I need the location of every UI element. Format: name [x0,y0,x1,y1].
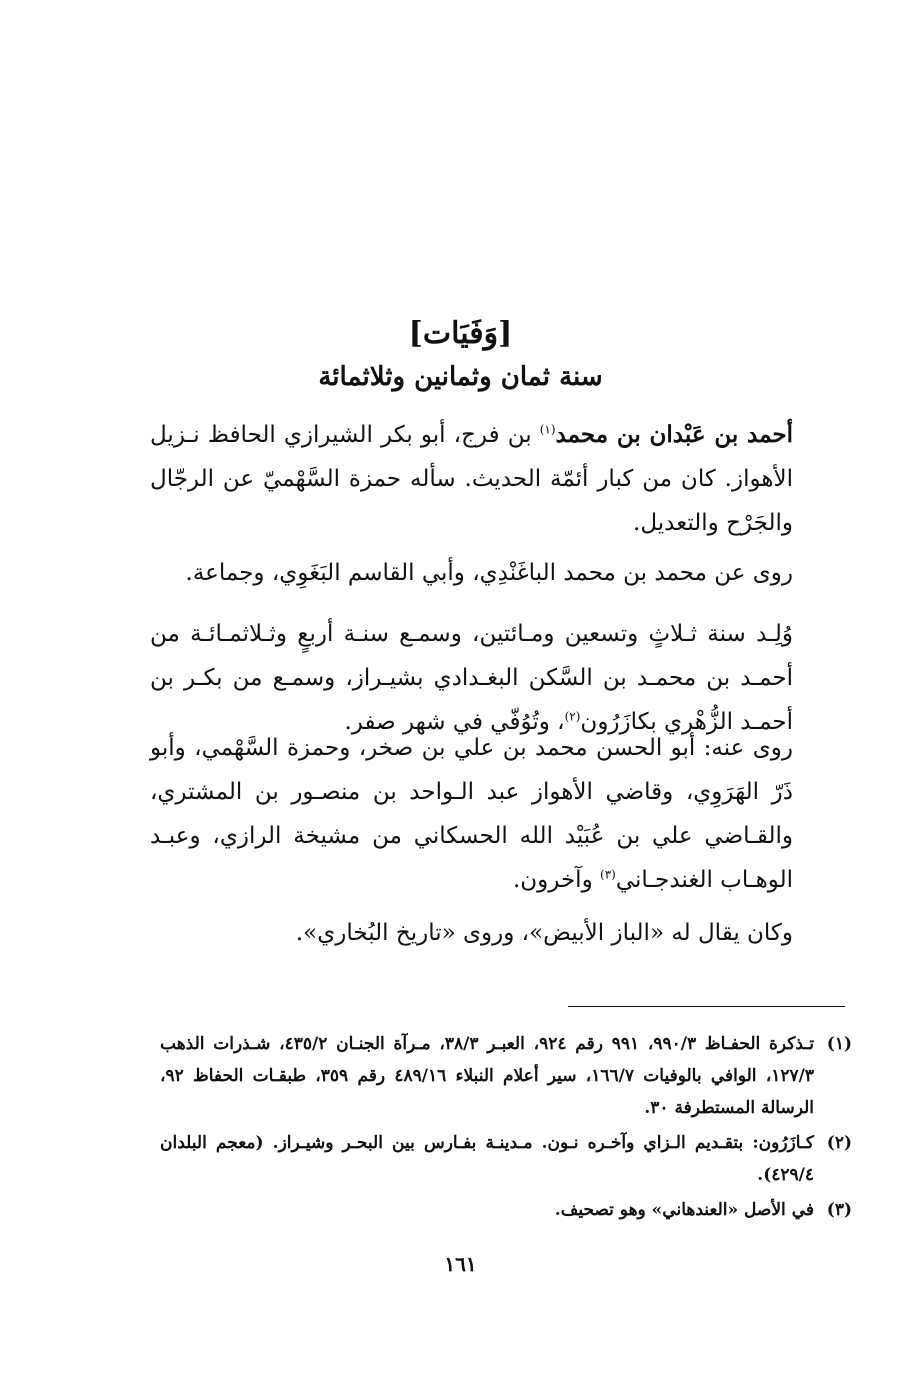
footnote-ref-3: (٣) [600,867,616,882]
biography-paragraph-2 [150,551,793,595]
footnotes [160,1028,852,1229]
paragraph-3-text-b: ، وتُوُفّي في شهر صفر. [344,709,565,735]
footnote-number: (٣) [826,1200,852,1220]
footnote-ref-1: (١) [539,422,556,437]
section-heading: [وَفَيَات] [408,316,513,351]
paragraph-1-text: بن فرج، أبو بكر الشيرازي الحافظ نـزيل الأهواز. كان من كبار أئمّة الحديث. سأله حمزة السَّهْميّ عن الرجّال والجَرْح والتعديل. [150,422,793,536]
paragraph-4-text-b: وآخرون. [512,867,600,893]
footnote-ref-2: (٢) [564,709,581,724]
footnote-number: (١) [826,1034,852,1054]
footnote-text: تـذكرة الحفـاظ ٩٩٠/٣، ٩٩١ رقم ٩٢٤، العبـر ٣٨/٣، مـرآة الجنـان ٤٣٥/٢، شـذرات الذهب ١٢٧/٣، الوافي بالوفيات ١٦٦/٧، سير أعلام النبلاء ٤٨٩/١٦ رقم ٣٥٩، طبقـات الحفاظ ٩٢، الرسالة المستطرفة ٣٠. [160,1034,814,1118]
footnote [160,1194,852,1226]
footnote-divider [568,1006,845,1007]
paragraph-2-text: روى عن محمد بن محمد الباغَنْدِي، وأبي القاسم البَغَوِي، وجماعة. [185,560,793,586]
year-heading: سنة ثمان وثمانين وثلاثمائة [318,362,603,392]
biography-paragraph-5 [150,911,793,955]
footnote [160,1028,852,1124]
page-number: ١٦١ [444,1252,477,1276]
footnote [160,1127,852,1191]
biography-paragraph-4 [150,726,793,902]
footnote-text: في الأصل «العندهاني» وهو تصحيف. [554,1200,814,1220]
paragraph-4-text-a: روى عنه: أبو الحسن محمد بن علي بن صخر، وحمزة السَّهْمي، وأبو ذَرّ الهَرَوِي، وقاضي الأهواز عبد الـواحد بن منصـور بن المشتري، والقـاضي علي بن عُبَيْد الله الحسكاني من مشيخة الرازي، وعبـد الوهـاب الغندجـاني [150,735,793,893]
biography-paragraph-1 [150,413,793,545]
paragraph-5-text: وكان يقال له «الباز الأبيض»، وروى «تاريخ البُخاري». [295,920,793,946]
paragraph-3-text-a: وُلِـد سنة ثـلاثٍ وتسعين ومـائتين، وسمـع سنـة أربعٍ وثـلاثمـائـة من أحمـد بن محمـد بن السَّكن البغـدادي بشيـراز، وسمـع من بكـر بن أحمـد الزُّهْري بكازَرُون [150,621,793,735]
footnote-number: (٢) [826,1133,852,1153]
biography-paragraph-3 [150,612,793,744]
footnote-text: كـازَرُون: بتقـديم الـزاي وآخـره نـون. مـدينـة بفـارس بين البحـر وشيـراز. (معجم البلدان ٤٢٩/٤). [160,1133,814,1185]
entry-name: أحمد بن عَبْدان بن محمد [555,421,793,448]
